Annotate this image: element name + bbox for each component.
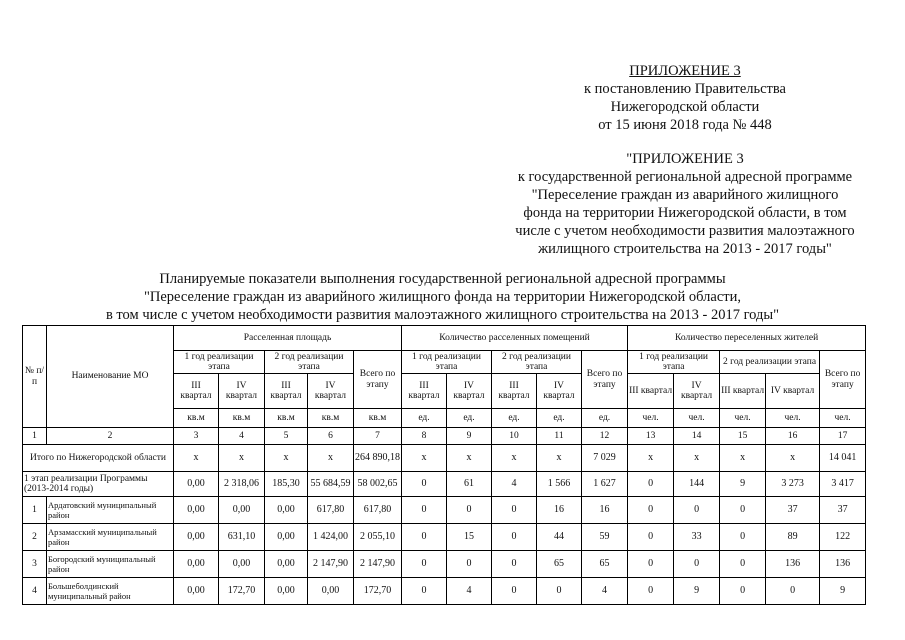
total-header: Всего по этапу	[820, 351, 866, 409]
quarter-header: III квартал	[720, 374, 766, 409]
group-header: Расселенная площадь	[174, 326, 402, 351]
value-cell: 0	[537, 578, 582, 605]
value-cell: x	[265, 445, 308, 472]
appendix-line: к государственной региональной адресной программе	[517, 169, 853, 185]
unit-cell: ед.	[492, 409, 537, 428]
value-cell: 0,00	[219, 497, 265, 524]
column-number-cell: 11	[537, 428, 582, 445]
column-number-cell: 8	[402, 428, 447, 445]
value-cell: 0,00	[219, 551, 265, 578]
value-cell: 0	[492, 497, 537, 524]
table-row	[23, 472, 866, 497]
appendix-line: к постановлению Правительства	[584, 81, 786, 97]
value-cell: 0,00	[174, 578, 219, 605]
column-number-cell: 10	[492, 428, 537, 445]
value-cell: 1 424,00	[308, 524, 354, 551]
value-cell: 0	[402, 497, 447, 524]
table-row	[23, 497, 866, 524]
table-title-line: "Переселение граждан из аварийного жилищного фонда на территории Нижегородской области,	[143, 289, 742, 305]
column-number-cell: 17	[820, 428, 866, 445]
value-cell: x	[492, 445, 537, 472]
value-cell: 185,30	[265, 472, 308, 497]
value-cell: 0	[720, 497, 766, 524]
appendix-resolution-block	[540, 62, 830, 134]
column-number-cell: 12	[582, 428, 628, 445]
value-cell: 0,00	[265, 497, 308, 524]
column-number-cell: 14	[674, 428, 720, 445]
value-cell: 7 029	[582, 445, 628, 472]
value-cell: x	[308, 445, 354, 472]
value-cell: 0,00	[265, 524, 308, 551]
value-cell: 0	[720, 551, 766, 578]
column-number-cell: 4	[219, 428, 265, 445]
value-cell: 0	[492, 524, 537, 551]
value-cell: 0	[628, 497, 674, 524]
value-cell: 4	[492, 472, 537, 497]
row-number-cell: 1	[23, 497, 47, 524]
value-cell: 0	[674, 551, 720, 578]
value-cell: x	[402, 445, 447, 472]
value-cell: 3 417	[820, 472, 866, 497]
quarter-header: III квартал	[492, 374, 537, 409]
value-cell: 9	[674, 578, 720, 605]
value-cell: 0	[720, 578, 766, 605]
value-cell: 4	[447, 578, 492, 605]
value-cell: 0,00	[174, 551, 219, 578]
quarter-header: IV квартал	[219, 374, 265, 409]
unit-cell: кв.м	[354, 409, 402, 428]
value-cell: 58 002,65	[354, 472, 402, 497]
column-number-cell: 15	[720, 428, 766, 445]
column-number-cell: 7	[354, 428, 402, 445]
value-cell: x	[720, 445, 766, 472]
value-cell: 0,00	[265, 551, 308, 578]
value-cell: 136	[766, 551, 820, 578]
value-cell: 0	[492, 551, 537, 578]
indicators-table	[22, 325, 866, 605]
value-cell: 0,00	[174, 497, 219, 524]
value-cell: 631,10	[219, 524, 265, 551]
value-cell: 617,80	[354, 497, 402, 524]
row-name-cell: Арзамасский муниципальный район	[47, 524, 174, 551]
value-cell: 0	[628, 472, 674, 497]
quarter-header: III квартал	[174, 374, 219, 409]
value-cell: 172,70	[354, 578, 402, 605]
value-cell: 0	[720, 524, 766, 551]
column-number-cell: 13	[628, 428, 674, 445]
unit-cell: чел.	[766, 409, 820, 428]
quarter-header: IV квартал	[674, 374, 720, 409]
unit-cell: чел.	[820, 409, 866, 428]
value-cell: 55 684,59	[308, 472, 354, 497]
appendix-line: фонда на территории Нижегородской области, в том	[523, 205, 847, 221]
value-cell: 2 055,10	[354, 524, 402, 551]
value-cell: 15	[447, 524, 492, 551]
appendix-title: "ПРИЛОЖЕНИЕ 3	[626, 151, 744, 167]
appendix-line: числе с учетом необходимости развития малоэтажного	[515, 223, 855, 239]
total-header: Всего по этапу	[354, 351, 402, 409]
unit-cell: ед.	[402, 409, 447, 428]
row-name-cell: 1 этап реализации Программы (2013-2014 годы)	[23, 472, 174, 497]
table-title-line: Планируемые показатели выполнения государственной региональной адресной программы	[159, 271, 726, 287]
year-header: 1 год реализации этапа	[402, 351, 492, 374]
year-header: 1 год реализации этапа	[174, 351, 265, 374]
value-cell: 0	[447, 551, 492, 578]
value-cell: 61	[447, 472, 492, 497]
year-header: 2 год реализации этапа	[265, 351, 354, 374]
value-cell: 0	[402, 472, 447, 497]
column-number-cell: 6	[308, 428, 354, 445]
value-cell: 59	[582, 524, 628, 551]
unit-cell: чел.	[628, 409, 674, 428]
value-cell: 0,00	[308, 578, 354, 605]
table-row	[23, 524, 866, 551]
group-header: Количество расселенных помещений	[402, 326, 628, 351]
unit-cell: кв.м	[219, 409, 265, 428]
row-name-cell: Богородский муниципальный район	[47, 551, 174, 578]
value-cell: 2 147,90	[354, 551, 402, 578]
value-cell: 0	[674, 497, 720, 524]
value-cell: 3 273	[766, 472, 820, 497]
table-row	[23, 551, 866, 578]
value-cell: x	[537, 445, 582, 472]
value-cell: x	[174, 445, 219, 472]
value-cell: 16	[582, 497, 628, 524]
column-number-cell: 3	[174, 428, 219, 445]
value-cell: 44	[537, 524, 582, 551]
column-number-cell: 5	[265, 428, 308, 445]
value-cell: 0	[402, 578, 447, 605]
value-cell: 617,80	[308, 497, 354, 524]
appendix-title: ПРИЛОЖЕНИЕ 3	[629, 63, 741, 79]
unit-cell: ед.	[582, 409, 628, 428]
year-header: 1 год реализации этапа	[628, 351, 720, 374]
column-number-cell: 9	[447, 428, 492, 445]
table-row	[23, 578, 866, 605]
quarter-header: IV квартал	[447, 374, 492, 409]
header-name: Наименование МО	[47, 326, 174, 428]
unit-cell: ед.	[447, 409, 492, 428]
value-cell: 37	[766, 497, 820, 524]
column-number-row	[23, 428, 866, 445]
year-header: 2 год реализации этапа	[492, 351, 582, 374]
column-number-cell: 2	[47, 428, 174, 445]
appendix-program-block	[490, 150, 880, 258]
value-cell: 144	[674, 472, 720, 497]
column-number-cell: 1	[23, 428, 47, 445]
value-cell: 0	[766, 578, 820, 605]
value-cell: 37	[820, 497, 866, 524]
header-no: № п/п	[23, 326, 47, 428]
value-cell: 9	[720, 472, 766, 497]
unit-cell: кв.м	[308, 409, 354, 428]
row-number-cell: 3	[23, 551, 47, 578]
value-cell: 0	[628, 524, 674, 551]
value-cell: 0	[447, 497, 492, 524]
value-cell: 0,00	[265, 578, 308, 605]
quarter-header: III квартал	[402, 374, 447, 409]
value-cell: 0	[628, 578, 674, 605]
value-cell: 0	[628, 551, 674, 578]
quarter-header: IV квартал	[537, 374, 582, 409]
unit-cell: кв.м	[265, 409, 308, 428]
value-cell: 2 318,06	[219, 472, 265, 497]
value-cell: 89	[766, 524, 820, 551]
value-cell: 65	[582, 551, 628, 578]
value-cell: 264 890,18	[354, 445, 402, 472]
group-header: Количество переселенных жителей	[628, 326, 866, 351]
row-name-cell: Ардатовский муниципальный район	[47, 497, 174, 524]
value-cell: x	[766, 445, 820, 472]
unit-cell: кв.м	[174, 409, 219, 428]
value-cell: x	[219, 445, 265, 472]
total-header: Всего по этапу	[582, 351, 628, 409]
value-cell: 16	[537, 497, 582, 524]
unit-cell: ед.	[537, 409, 582, 428]
value-cell: 0,00	[174, 524, 219, 551]
value-cell: 0	[402, 524, 447, 551]
value-cell: 136	[820, 551, 866, 578]
appendix-line: от 15 июня 2018 года № 448	[598, 117, 772, 133]
value-cell: 122	[820, 524, 866, 551]
appendix-line: жилищного строительства на 2013 - 2017 годы"	[538, 241, 832, 257]
value-cell: 65	[537, 551, 582, 578]
quarter-header: IV квартал	[766, 374, 820, 409]
appendix-line: Нижегородской области	[610, 99, 760, 115]
value-cell: x	[628, 445, 674, 472]
row-number-cell: 2	[23, 524, 47, 551]
quarter-header: III квартал	[628, 374, 674, 409]
value-cell: 2 147,90	[308, 551, 354, 578]
appendix-line: "Переселение граждан из аварийного жилищного	[531, 187, 839, 203]
value-cell: 0	[492, 578, 537, 605]
table-title	[20, 270, 865, 324]
value-cell: 1 627	[582, 472, 628, 497]
column-number-cell: 16	[766, 428, 820, 445]
row-name-cell: Большеболдинский муниципальный район	[47, 578, 174, 605]
value-cell: 33	[674, 524, 720, 551]
value-cell: 14 041	[820, 445, 866, 472]
table-row	[23, 445, 866, 472]
value-cell: x	[447, 445, 492, 472]
table-title-line: в том числе с учетом необходимости развития малоэтажного жилищного строительства на 2013 - 2017 годы"	[105, 307, 780, 323]
value-cell: 9	[820, 578, 866, 605]
value-cell: 0,00	[174, 472, 219, 497]
row-number-cell: 4	[23, 578, 47, 605]
value-cell: x	[674, 445, 720, 472]
value-cell: 4	[582, 578, 628, 605]
value-cell: 0	[402, 551, 447, 578]
year-header: 2 год реализации этапа	[720, 351, 820, 374]
row-name-cell: Итого по Нижегородской области	[23, 445, 174, 472]
value-cell: 1 566	[537, 472, 582, 497]
quarter-header: IV квартал	[308, 374, 354, 409]
quarter-header: III квартал	[265, 374, 308, 409]
value-cell: 172,70	[219, 578, 265, 605]
unit-cell: чел.	[674, 409, 720, 428]
unit-cell: чел.	[720, 409, 766, 428]
